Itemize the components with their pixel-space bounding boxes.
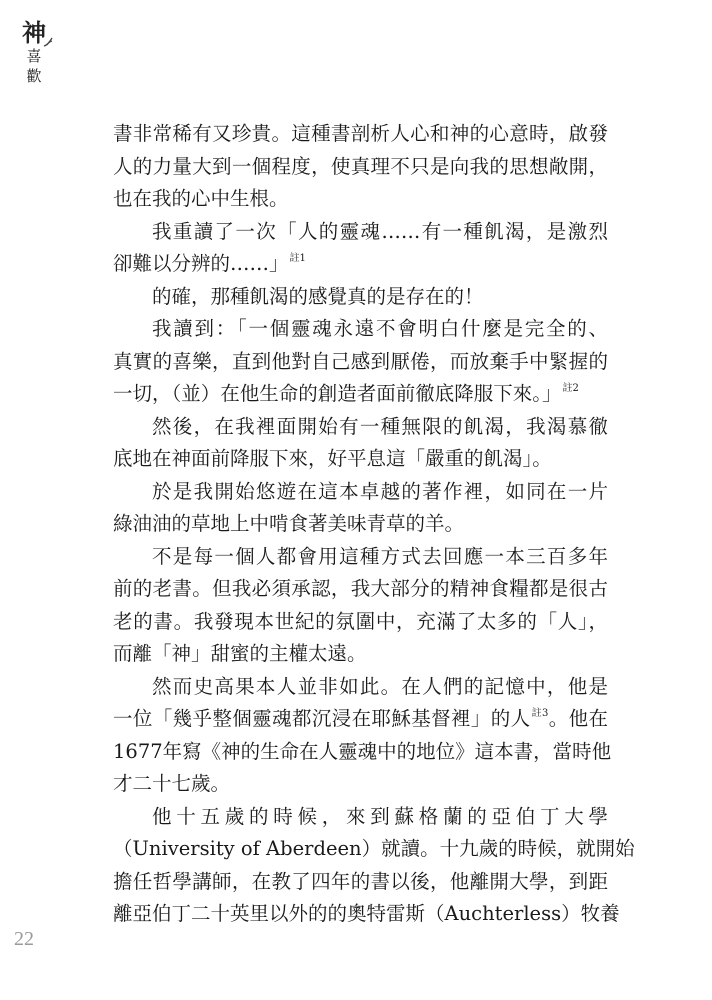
paragraph xyxy=(113,118,608,216)
paragraph xyxy=(113,313,608,411)
text-line xyxy=(113,378,608,411)
text-line xyxy=(113,313,608,346)
line-text: 底地在神面前降服下來，好平息這「嚴重的飢渴」。 xyxy=(113,447,552,470)
line-text: 一位「幾乎整個靈魂都沉浸在耶穌基督裡」的人 xyxy=(113,707,531,730)
line-text: 卻難以分辨的……」 xyxy=(113,252,289,275)
line-text: 於是我開始悠遊在這本卓越的著作裡，如同在一片 xyxy=(152,479,608,503)
text-line xyxy=(113,248,608,281)
text-line xyxy=(113,866,608,899)
text-line xyxy=(113,508,608,541)
line-text-after-note: 。他在 xyxy=(548,707,608,730)
text-line xyxy=(113,476,608,509)
footnote-marker: 註2 xyxy=(562,383,579,394)
running-head-char-3: 歡 xyxy=(26,67,42,85)
page-number: 22 xyxy=(14,928,34,950)
text-line xyxy=(113,671,608,704)
text-line xyxy=(113,898,620,931)
running-head-char-1: 神 xyxy=(22,18,46,47)
line-text: 才二十七歲。 xyxy=(113,772,231,795)
paragraph xyxy=(113,216,608,281)
line-text: 他十五歲的時候，來到蘇格蘭的亞伯丁大學 xyxy=(152,804,608,828)
line-text: 書非常稀有又珍貴。這種書剖析人心和神的心意時，啟發 xyxy=(113,122,608,145)
text-line xyxy=(113,411,608,444)
text-line xyxy=(113,573,608,606)
line-text: 然後，在我裡面開始有一種無限的飢渴，我渴慕徹 xyxy=(152,414,608,438)
paragraph xyxy=(113,671,612,801)
footnote-marker: 註3 xyxy=(531,708,549,719)
text-line xyxy=(113,183,608,216)
line-text: 真實的喜樂，直到他對自己感到厭倦，而放棄手中緊握的 xyxy=(113,349,608,373)
text-line xyxy=(113,736,612,769)
text-line xyxy=(113,216,608,249)
paragraph xyxy=(113,281,608,314)
text-line xyxy=(113,768,608,801)
text-line xyxy=(113,833,635,866)
text-line xyxy=(113,541,608,574)
text-line xyxy=(113,801,608,834)
leaf-ornament-icon xyxy=(42,36,54,48)
line-text: 的確，那種飢渴的感覺真的是存在的！ xyxy=(152,284,484,308)
line-text: 綠油油的草地上中啃食著美味青草的羊。 xyxy=(113,512,465,535)
paragraph xyxy=(113,411,608,476)
line-text: 不是每一個人都會用這種方式去回應一本三百多年 xyxy=(152,544,608,568)
line-text: 老的書。我發現本世紀的氛圍中，充滿了太多的「人」， xyxy=(113,609,608,633)
line-text: 一切，（並）在他生命的創造者面前徹底降服下來。」 xyxy=(113,382,562,405)
line-text: 人的力量大到一個程度，使真理不只是向我的思想敞開， xyxy=(113,154,608,178)
line-text: 我讀到：「一個靈魂永遠不會明白什麼是完全的、 xyxy=(152,317,608,340)
running-head-char-2: 喜 xyxy=(26,47,42,65)
line-text: 離亞伯丁二十英里以外的的奧特雷斯（Auchterless）牧養 xyxy=(113,902,620,925)
text-line xyxy=(113,638,608,671)
text-line xyxy=(113,281,608,314)
line-text: 我重讀了一次「人的靈魂……有一種飢渴，是激烈 xyxy=(152,219,608,243)
line-text: （University of Aberdeen）就讀。十九歲的時候，就開始 xyxy=(113,837,635,860)
text-line xyxy=(113,118,608,151)
line-text: 擔任哲學講師，在教了四年的書以後，他離開大學，到距 xyxy=(113,869,608,893)
footnote-marker: 註1 xyxy=(289,253,306,264)
body-text xyxy=(113,118,635,931)
line-text: 然而史高果本人並非如此。在人們的記憶中，他是 xyxy=(152,674,608,698)
text-line xyxy=(113,346,608,379)
text-line xyxy=(113,151,608,184)
text-line xyxy=(113,606,608,639)
line-text: 前的老書。但我必須承認，我大部分的精神食糧都是很古 xyxy=(113,577,608,600)
line-text: 也在我的心中生根。 xyxy=(113,187,289,210)
text-line xyxy=(113,703,608,736)
paragraph xyxy=(113,476,608,541)
line-text: 1677年寫《神的生命在人靈魂中的地位》這本書，當時他 xyxy=(113,739,612,763)
line-text: 而離「神」甜蜜的主權太遠。 xyxy=(113,642,367,665)
paragraph xyxy=(113,801,635,931)
paragraph xyxy=(113,541,608,671)
text-line xyxy=(113,443,608,476)
running-head xyxy=(14,20,54,86)
